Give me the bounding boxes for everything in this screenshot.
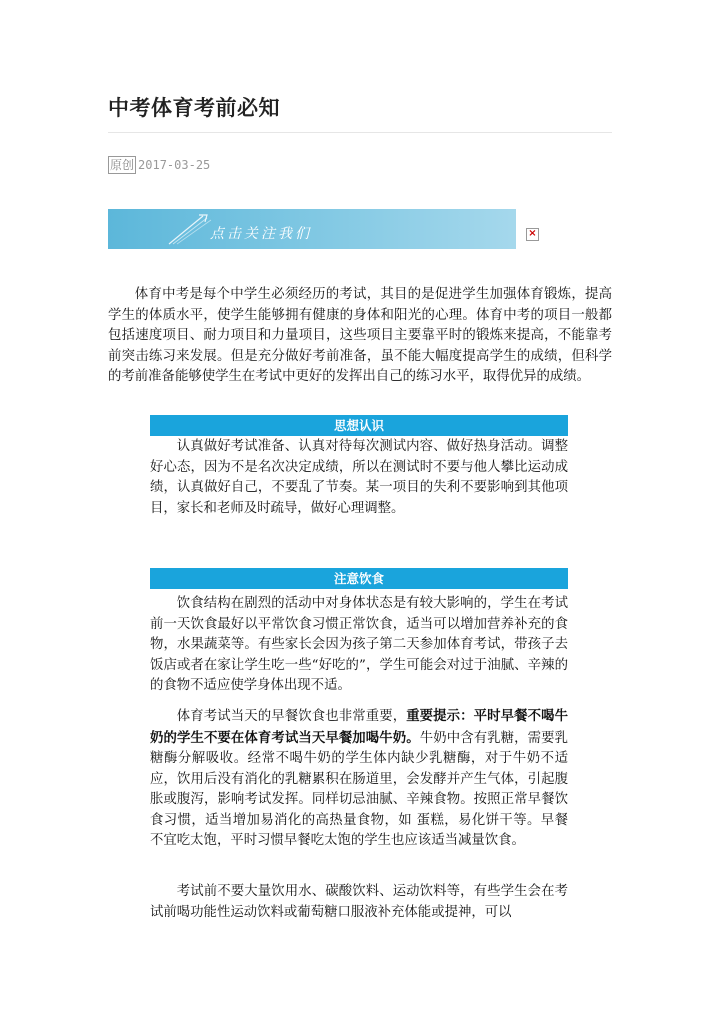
important-tip: 重要提示：平时早餐不喝牛奶的学生不要在体育考试当天早餐加喝牛奶。 bbox=[150, 708, 569, 746]
section-diet-p3: 考试前不要大量饮用水、碳酸饮料、运动饮料等，有些学生会在考试前喝功能性运动饮料或葡萄糖口服液补充体能或提神，可以 bbox=[150, 884, 568, 920]
section-diet-p1: 饮食结构在剧烈的活动中对身体状态是有较大影响的，学生在考试前一天饮食最好以平常饮食习惯正常饮食，适当可以增加营养补充的食物，水果蔬菜等。有些家长会因为孩子第二天参加体育考试，带孩子去饭店或者在家让学生吃一些“好吃的”，学生可能会对过于油腻、辛辣的的食物不适应使学身体出现不适。 bbox=[150, 596, 568, 693]
diet-p2-body: 牛奶中含有乳糖，需要乳糖酶分解吸收。经常不喝牛奶的学生体内缺少乳糖酶，对于牛奶不适应，饮用后没有消化的乳糖累积在肠道里，会发酵并产生气体，引起腹胀或腹泻，影响考试发挥。同样切忌油腻、辛辣食物。按照正常早餐饮食习惯，适当增加易消化的高热量食物，如 蛋糕，易化饼干等。早餐不宜吃太饱，平时习惯早餐吃太饱的学生也应该适当减量饮食。 bbox=[150, 730, 569, 848]
section-heading-mindset: 思想认识 bbox=[150, 415, 568, 436]
title-divider bbox=[108, 132, 612, 133]
intro-paragraph: 体育中考是每个中学生必须经历的考试，其目的是促进学生加强体育锻炼，提高学生的体质水平，使学生能够拥有健康的身体和阳光的心理。体育中考的项目一般都包括速度项目、耐力项目和力量项目，这些项目主要靠平时的锻炼来提高，不能靠考前突击练习来发展。但是充分做好考前准备，虽不能大幅度提高学生的成绩，但科学的考前准备能够使学生在考试中更好的发挥出自己的练习水平，取得优异的成绩。 bbox=[108, 287, 612, 384]
close-icon[interactable]: × bbox=[526, 228, 539, 241]
section-mindset-text: 认真做好考试准备、认真对待每次测试内容、做好热身活动。调整好心态，因为不是名次决定成绩，所以在测试时不要与他人攀比运动成绩，认真做好自己，不要乱了节奏。某一项目的失利不要影响到其他项目，家长和老师及时疏导，做好心理调整。 bbox=[150, 439, 568, 516]
section-diet-p2 bbox=[150, 706, 568, 852]
original-badge: 原创 bbox=[110, 158, 135, 172]
publish-date: 2017-03-25 bbox=[138, 158, 211, 172]
follow-banner-text: 点击关注我们 bbox=[210, 226, 312, 242]
article-title: 中考体育考前必知 bbox=[108, 95, 280, 120]
diet-p2-intro: 体育考试当天的早餐饮食也非常重要， bbox=[176, 709, 407, 724]
section-heading-diet: 注意饮食 bbox=[150, 568, 568, 589]
follow-banner[interactable] bbox=[108, 209, 516, 249]
article-meta bbox=[108, 156, 210, 174]
